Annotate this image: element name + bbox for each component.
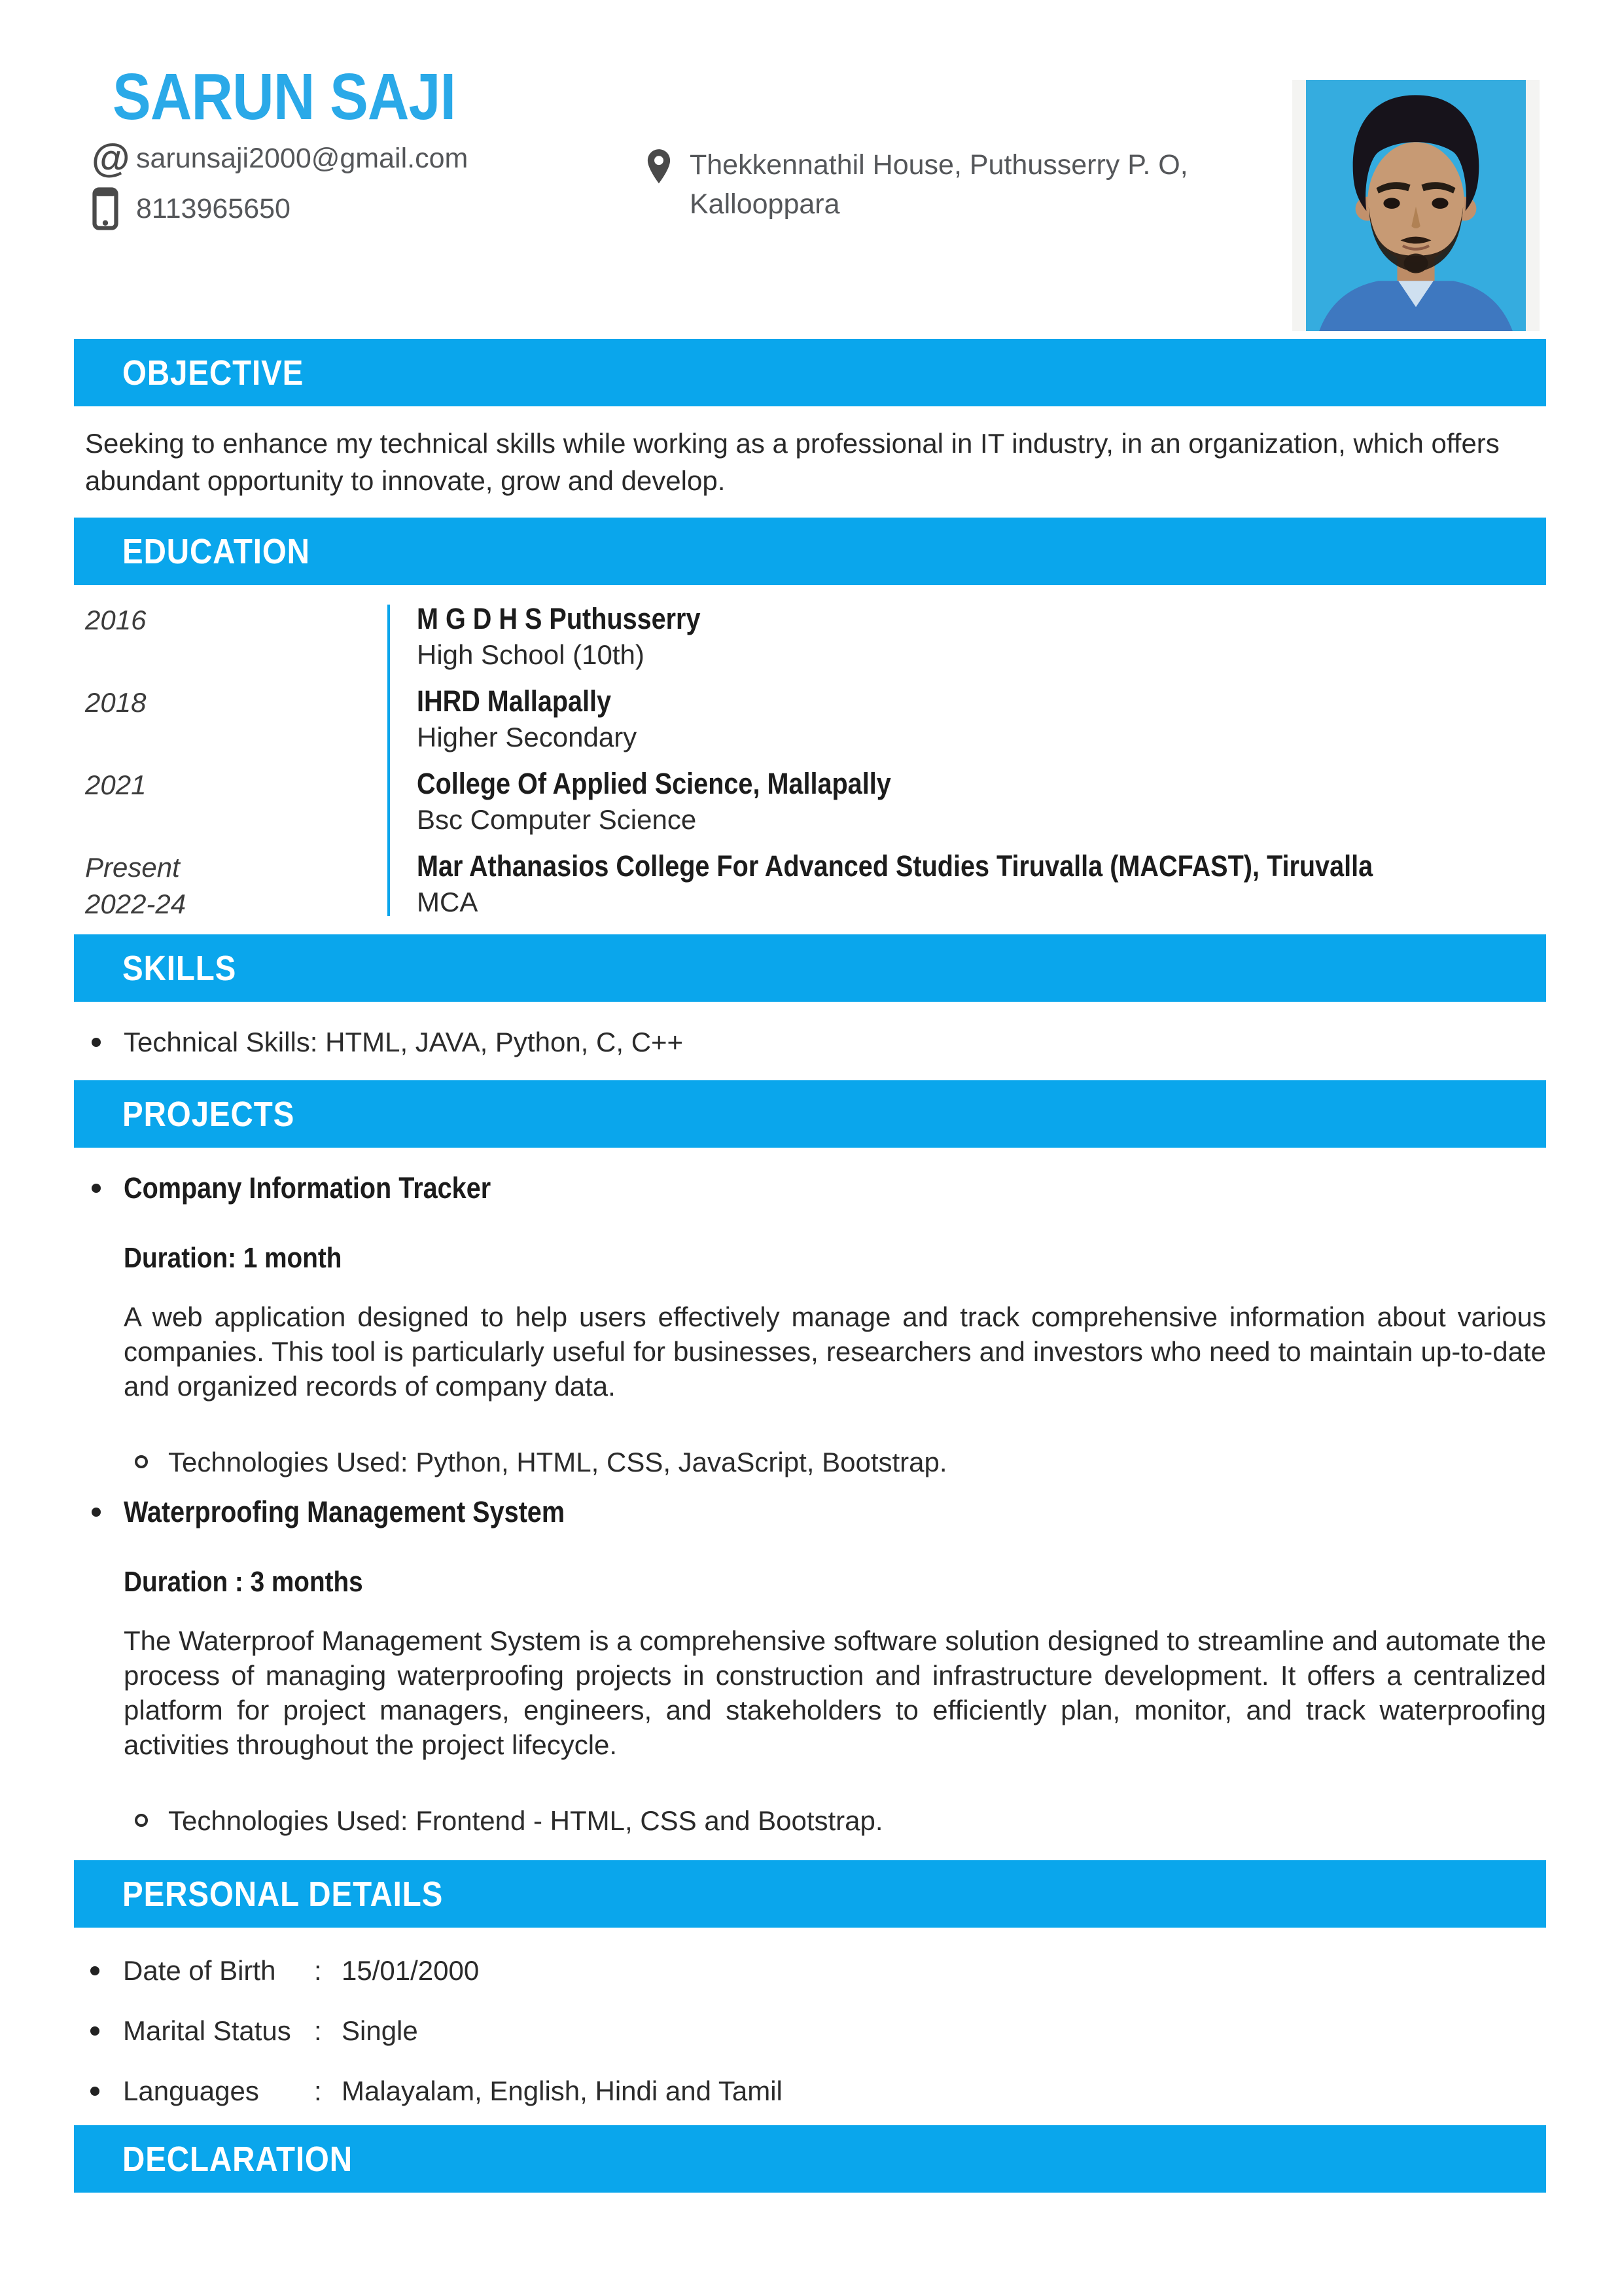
- education-year-line: Present: [85, 852, 180, 883]
- project-duration: Duration : 3 months: [124, 1566, 363, 1598]
- education-year: [85, 601, 387, 673]
- declaration-header-bar: [74, 2125, 1546, 2193]
- project-item: [85, 1494, 1546, 1530]
- projects-title: PROJECTS: [122, 1094, 295, 1134]
- education-year: [85, 683, 387, 755]
- personal-details-header-bar: [74, 1860, 1546, 1928]
- education-row: [85, 601, 1546, 673]
- location-icon: [646, 149, 671, 185]
- project-technologies-text: Technologies Used: Python, HTML, CSS, JavaScript, Bootstrap.: [168, 1447, 947, 1477]
- personal-detail-value: 15/01/2000: [342, 1955, 480, 1986]
- objective-title: OBJECTIVE: [122, 353, 304, 393]
- profile-photo-illustration: [1306, 80, 1526, 331]
- personal-details-title: PERSONAL DETAILS: [122, 1874, 444, 1914]
- sub-bullet-icon: [135, 1814, 148, 1827]
- education-degree: Bsc Computer Science: [417, 804, 697, 835]
- education-header-bar: [74, 518, 1546, 585]
- education-degree: High School (10th): [417, 639, 644, 670]
- education-year: [85, 848, 387, 923]
- section-objective: [0, 339, 1622, 499]
- education-row: [85, 683, 1546, 755]
- location-icon-box: [646, 145, 690, 185]
- email-icon: @: [92, 136, 130, 180]
- phone-icon: [92, 187, 119, 230]
- project-description: The Waterproof Management System is a comprehensive software solution designed to streamline and automate the process of managing waterproofing projects in construction and infrastructure development. It offers a centralized platform for project managers, engineers, and stakeholders to efficiently plan, monitor, and track waterproofing activities throughout the project lifecycle.: [124, 1625, 1546, 1760]
- education-school: IHRD Mallapally: [417, 684, 612, 718]
- email-text[interactable]: sarunsaji2000@gmail.com: [136, 142, 468, 174]
- phone-text[interactable]: 8113965650: [136, 192, 291, 224]
- project-duration: Duration: 1 month: [124, 1242, 342, 1274]
- bullet-icon: [92, 1508, 101, 1517]
- education-divider: [387, 605, 390, 916]
- phone-icon-box: [92, 187, 136, 230]
- project-description: A web application designed to help users effectively manage and track comprehensive information about various companies. This tool is particularly useful for businesses, researchers and investors who need to maintain up-to-date and organized records of company data.: [124, 1301, 1546, 1402]
- candidate-name-text: SARUN SAJI: [113, 60, 456, 133]
- sub-bullet-icon: [135, 1455, 148, 1468]
- phone-row: [92, 187, 291, 230]
- education-school: Mar Athanasios College For Advanced Studies Tiruvalla (MACFAST), Tiruvalla: [417, 849, 1373, 883]
- declaration-title: DECLARATION: [122, 2139, 353, 2179]
- address-text: [690, 145, 1188, 224]
- skills-item: [85, 1024, 1546, 1061]
- education-row: [85, 848, 1546, 923]
- bullet-icon: [92, 1038, 101, 1047]
- section-personal-details: [0, 1860, 1622, 2108]
- skills-title: SKILLS: [122, 948, 237, 988]
- address-block: [646, 145, 1188, 224]
- personal-detail-value: Single: [342, 2015, 418, 2046]
- bullet-icon: [92, 1184, 101, 1193]
- section-projects: [0, 1080, 1622, 1839]
- education-school: M G D H S Puthusserry: [417, 602, 701, 635]
- skills-item-text: Technical Skills: HTML, JAVA, Python, C, C++: [124, 1027, 684, 1057]
- education-row: [85, 766, 1546, 838]
- project-name: Company Information Tracker: [124, 1171, 491, 1205]
- section-education: [0, 518, 1622, 923]
- project-technologies-item: [85, 1444, 1546, 1481]
- section-skills: [0, 934, 1622, 1061]
- bullet-icon: [90, 2087, 99, 2096]
- education-degree: MCA: [417, 887, 478, 917]
- bullet-icon: [90, 2026, 99, 2036]
- project-technologies-text: Technologies Used: Frontend - HTML, CSS and Bootstrap.: [168, 1805, 883, 1836]
- projects-header-bar: [74, 1080, 1546, 1148]
- personal-detail-label: Date of Birth: [123, 1955, 276, 1986]
- education-year-line: 2018: [85, 687, 147, 718]
- profile-photo: [1292, 80, 1540, 331]
- email-icon-box: [92, 136, 136, 180]
- personal-detail-separator: :: [314, 2075, 322, 2106]
- education-year-line: 2021: [85, 769, 147, 800]
- candidate-name: [113, 60, 502, 133]
- objective-text: Seeking to enhance my technical skills while working as a professional in IT industry, in an organization, which offers abundant opportunity to innovate, grow and develop.: [85, 428, 1500, 496]
- personal-detail-label: Marital Status: [123, 2015, 291, 2046]
- education-table: [85, 601, 1546, 923]
- education-title: EDUCATION: [122, 531, 310, 571]
- address-line-2: Kallooppara: [690, 188, 840, 220]
- education-year-line: 2016: [85, 605, 147, 635]
- personal-detail-row: [85, 2014, 1546, 2048]
- objective-header-bar: [74, 339, 1546, 406]
- personal-detail-label: Languages: [123, 2075, 259, 2106]
- project-item: [85, 1170, 1546, 1207]
- header: [0, 0, 1622, 339]
- email-row: [92, 136, 468, 180]
- personal-detail-row: [85, 1954, 1546, 1988]
- personal-detail-value: Malayalam, English, Hindi and Tamil: [342, 2075, 783, 2106]
- skills-header-bar: [74, 934, 1546, 1002]
- education-year-line-2: 2022-24: [85, 889, 186, 919]
- project-name: Waterproofing Management System: [124, 1495, 565, 1528]
- personal-detail-separator: :: [314, 1955, 322, 1986]
- personal-detail-separator: :: [314, 2015, 322, 2046]
- education-degree: Higher Secondary: [417, 722, 637, 752]
- personal-detail-row: [85, 2074, 1546, 2108]
- education-school: College Of Applied Science, Mallapally: [417, 767, 891, 800]
- project-technologies-item: [85, 1803, 1546, 1839]
- address-line-1: Thekkennathil House, Puthusserry P. O,: [690, 149, 1188, 181]
- education-year: [85, 766, 387, 838]
- section-declaration: [0, 2125, 1622, 2193]
- bullet-icon: [90, 1966, 99, 1975]
